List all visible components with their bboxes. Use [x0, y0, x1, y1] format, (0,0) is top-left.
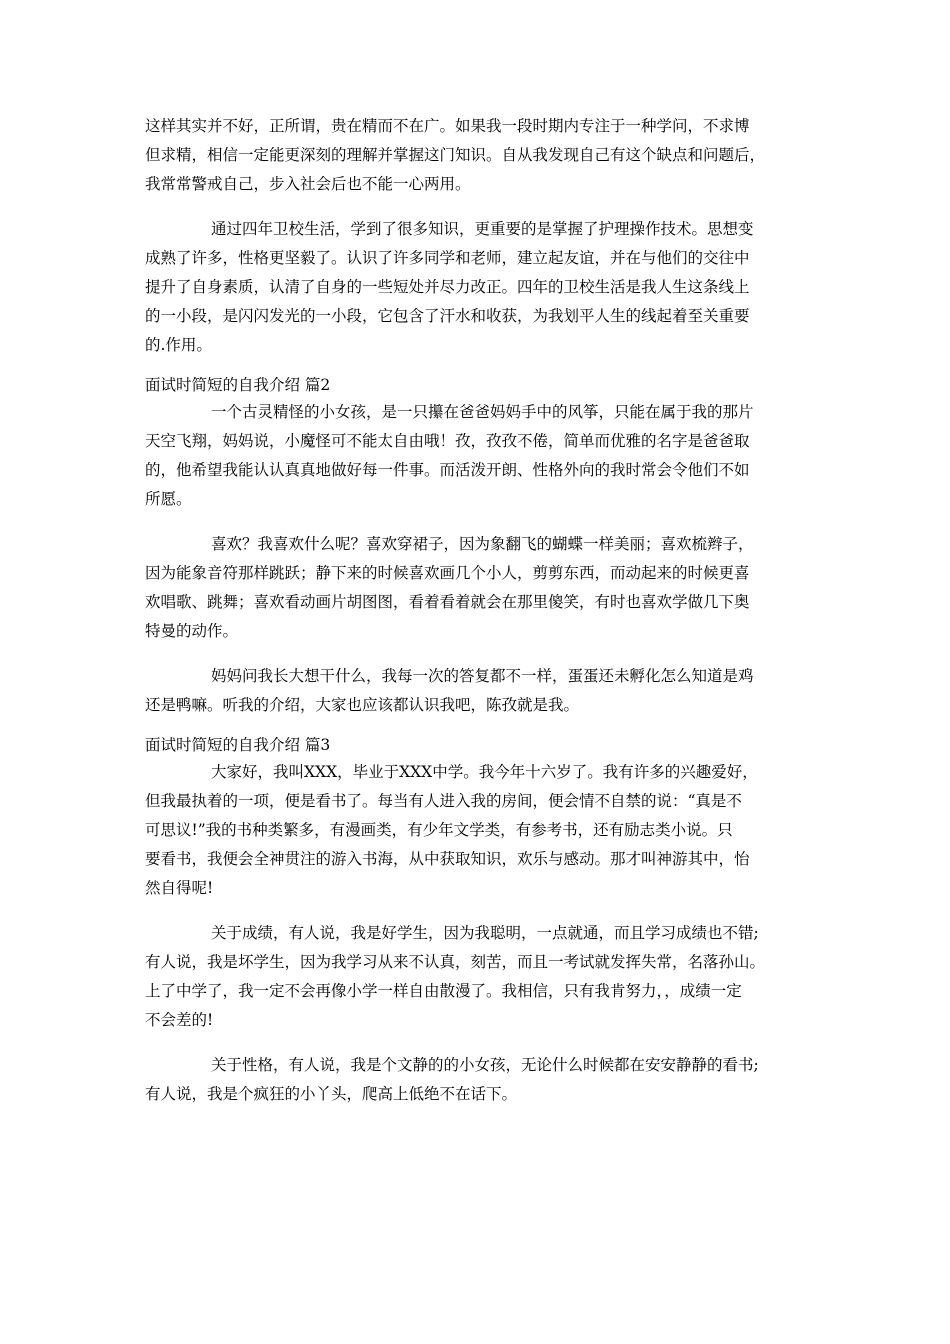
- text-line: 特曼的动作。: [145, 622, 239, 640]
- text-line: 关于成绩，有人说，我是好学生，因为我聪明，一点就通，而且学习成绩也不错;: [211, 924, 759, 942]
- text-line: 上了中学了，我一定不会再像小学一样自由散漫了。我相信，只有我肯努力，，成绩一定: [145, 982, 742, 1000]
- paragraph-6: [145, 758, 810, 903]
- text-line: 成熟了许多，性格更坚毅了。认识了许多同学和老师，建立起友谊，并在与他们的交往中: [145, 249, 750, 267]
- document-page: [145, 112, 810, 1109]
- paragraph-7: [145, 919, 810, 1035]
- text-line: 通过四年卫校生活，学到了很多知识，更重要的是掌握了护理操作技术。思想变: [211, 220, 754, 238]
- text-line: 可思议!”我的书种类繁多，有漫画类，有少年文学类，有参考书，还有励志类小说。只: [145, 821, 733, 839]
- text-line: 的一小段，是闪闪发光的一小段，它包含了汗水和收获，为我划平人生的线起着至关重要: [145, 307, 750, 325]
- text-line: 还是鸭嘛。听我的介绍，大家也应该都认识我吧，陈孜就是我。: [145, 696, 580, 714]
- text-line: 这样其实并不好，正所谓，贵在精而不在广。如果我一段时期内专注于一种学问，不求博: [145, 117, 750, 135]
- paragraph-4: [145, 530, 810, 646]
- text-line: 要看书，我便会全神贯注的游入书海，从中获取知识，欢乐与感动。那才叫神游其中，怡: [145, 850, 750, 868]
- text-line: 的.作用。: [145, 336, 212, 354]
- text-line: 提升了自身素质，认清了自身的一些短处并尽力改正。四年的卫校生活是我人生这条线上: [145, 278, 750, 296]
- text-line: 因为能象音符那样跳跃；静下来的时候喜欢画几个小人，剪剪东西，而动起来的时候更喜: [145, 564, 750, 582]
- section-heading-2: 面试时简短的自我介绍 篇2: [145, 376, 331, 394]
- text-line: 但求精，相信一定能更深刻的理解并掌握这门知识。自从我发现自己有这个缺点和问题后，: [145, 146, 766, 164]
- text-line: 欢唱歌、跳舞；喜欢看动画片胡图图，看着看着就会在那里傻笑，有时也喜欢学做几下奥: [145, 593, 750, 611]
- text-line: 的，他希望我能认认真真地做好每一件事。而活泼开朗、性格外向的我时常会令他们不如: [145, 461, 750, 479]
- text-line: 有人说，我是坏学生，因为我学习从来不认真，刻苦，而且一考试就发挥失常，名落孙山。: [145, 953, 766, 971]
- paragraph-8: [145, 1051, 810, 1109]
- text-line: 关于性格，有人说，我是个文静的的小女孩，无论什么时候都在安安静静的看书;: [211, 1056, 759, 1074]
- text-line: 我常常警戒自己，步入社会后也不能一心两用。: [145, 175, 471, 193]
- text-line: 大家好，我叫XXX，毕业于XXX中学。我今年十六岁了。我有许多的兴趣爱好，: [211, 763, 758, 781]
- section-heading-3: 面试时简短的自我介绍 篇3: [145, 736, 331, 754]
- text-line: 喜欢？我喜欢什么呢？喜欢穿裙子，因为象翻飞的蝴蝶一样美丽；喜欢梳辫子，: [211, 535, 754, 553]
- paragraph-1: [145, 112, 810, 199]
- text-line: 所愿。: [145, 490, 192, 508]
- paragraph-3: [145, 398, 810, 514]
- paragraph-2: [145, 215, 810, 360]
- text-line: 一个古灵精怪的小女孩，是一只攥在爸爸妈妈手中的风筝，只能在属于我的那片: [211, 403, 754, 421]
- text-line: 妈妈问我长大想干什么，我每一次的答复都不一样，蛋蛋还未孵化怎么知道是鸡: [211, 667, 754, 685]
- text-line: 有人说，我是个疯狂的小丫头，爬高上低绝不在话下。: [145, 1085, 518, 1103]
- paragraph-5: [145, 662, 810, 720]
- text-line: 不会差的!: [145, 1011, 214, 1029]
- text-line: 天空飞翔，妈妈说，小魔怪可不能太自由哦！孜，孜孜不倦，简单而优雅的名字是爸爸取: [145, 432, 750, 450]
- text-line: 然自得呢!: [145, 879, 214, 897]
- text-line: 但我最执着的一项，便是看书了。每当有人进入我的房间，便会情不自禁的说：“真是不: [145, 792, 742, 810]
